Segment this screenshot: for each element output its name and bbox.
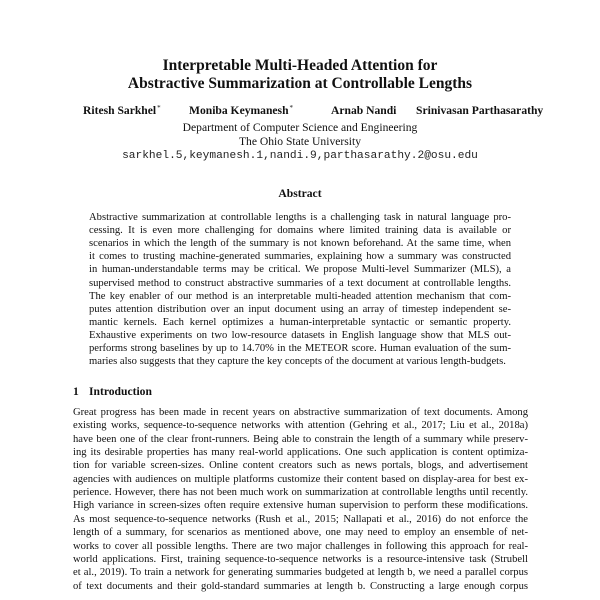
text-line: perience. However, there has not been much work on summarization at controllable lengths until recently. (73, 487, 528, 499)
section-title: Introduction (89, 385, 152, 398)
paper-title-line-2: Abstractive Summarization at Controllable Lengths (127, 75, 473, 92)
author-department: Department of Computer Science and Engineering (182, 121, 418, 134)
text-line: cessing. It is even more challenging for domains where limited training data is available or (89, 225, 511, 237)
author-list (0, 104, 600, 120)
text-line: Exhaustive experiments on two low-resource datasets in English language show that MLS out- (89, 329, 511, 341)
paper-title-line-1: Interpretable Multi-Headed Attention for (162, 57, 438, 74)
author-3 (331, 104, 397, 117)
text-line: Great progress has been made in recent years on abstractive summarization of text documents. Among (73, 407, 528, 418)
text-line: High variance in screen-sizes often require extensive human supervision to perform these modifications. (73, 500, 528, 512)
text-line: it comes to trusting machine-generated summaries, explaining how a summary was constructed (89, 251, 511, 263)
text-line: world applications. First, training sequence-to-sequence networks is a resource-intensive task (Strubell (73, 553, 528, 565)
text-line: et al., 2019). To train a network for generating summaries budgeted at length b, we need a parallel corpus (73, 567, 528, 579)
text-line: agencies with audiences on multiple platforms customize their content based on display-area for best ex- (73, 473, 528, 485)
section-heading (73, 385, 152, 398)
author-1 (83, 104, 161, 117)
author-emails: sarkhel.5,keymanesh.1,nandi.9,parthasarathy.2@osu.edu (122, 150, 478, 162)
text-line: tion for variable screen-sizes. Online content creators such as news portals, blogs, and advertisement (73, 460, 528, 472)
author-mark: * (289, 104, 294, 112)
author-name: Srinivasan Parthasarathy (416, 104, 544, 117)
text-line: scenarios in which the length of the summary is not known beforehand. At the same time, when (89, 238, 511, 250)
text-line: maries also suggests that they capture the key concepts of the document at various length-budgets. (89, 356, 506, 368)
text-line: Abstractive summarization at controllable lengths is a challenging task in natural language pro- (89, 212, 511, 223)
author-name: Arnab Nandi (331, 104, 397, 117)
text-line: of text documents and their gold-standard summaries at length b. Constructing a large enough corpus (73, 580, 528, 592)
author-4 (416, 104, 544, 117)
text-line: As most sequence-to-sequence networks (Rush et al., 2015; Nallapati et al., 2016) do not enforce the (73, 513, 528, 525)
text-line: mantic kernels. Each kernel optimizes a human-interpretable syntactic or semantic property. (89, 316, 511, 328)
text-line: in human-understandable terms may be critical. We propose Multi-level Summarizer (MLS), a (89, 264, 511, 276)
text-line: ing its desirable properties has many real-world applications. One such application is content optimiza- (73, 447, 528, 459)
abstract-heading: Abstract (278, 187, 322, 200)
text-line: have been one of the clear front-runners. Being able to constrain the length of a summary while preserv- (73, 433, 528, 445)
author-name: Ritesh Sarkhel (83, 104, 157, 117)
section-number: 1 (73, 385, 79, 398)
author-name: Moniba Keymanesh (189, 104, 289, 117)
text-line: length of a summary, for scenarios as mentioned above, one may need to employ an ensemble of net- (73, 527, 528, 539)
author-mark: * (157, 104, 161, 112)
author-2 (189, 104, 293, 117)
text-line: performs strong baselines by up to 14.70% in the METEOR score. Human evaluation of the sum- (89, 343, 511, 354)
text-line: supervised method to construct abstractive summaries of a text document at controllable lengths. (89, 277, 511, 289)
text-line: existing works, sequence-to-sequence networks with attention (Gehring et al., 2017; Liu et al., 2018a) (73, 420, 528, 432)
text-line: works to cover all possible lengths. There are two major challenges in following this approach for real- (73, 540, 528, 552)
author-university: The Ohio State University (238, 135, 362, 148)
text-line: The key enabler of our method is an interpretable multi-headed attention mechanism that com- (89, 290, 511, 302)
text-line: putes attention distribution over an input document using an array of timestep independent se- (89, 303, 511, 315)
